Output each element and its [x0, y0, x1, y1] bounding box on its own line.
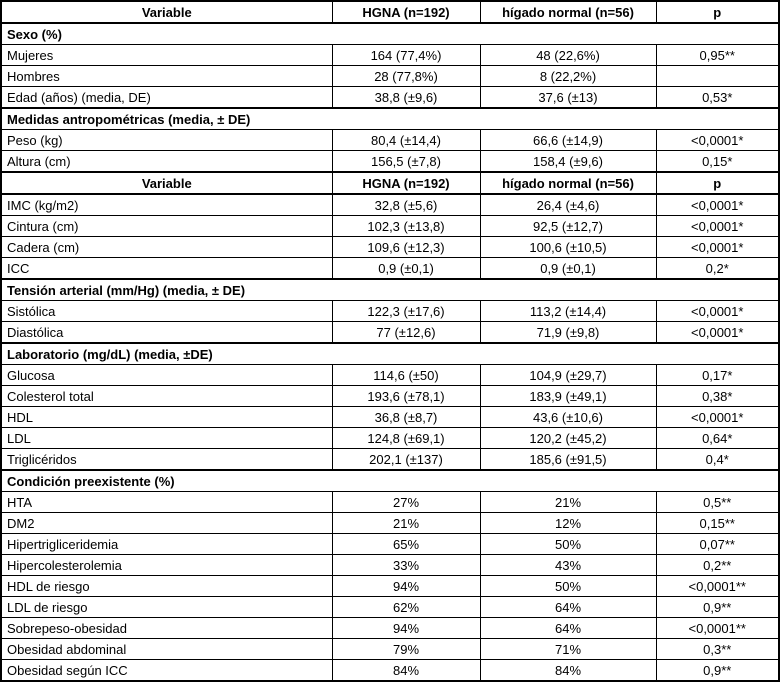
- value-cell: 120,2 (±45,2): [480, 428, 656, 449]
- value-cell: 50%: [480, 534, 656, 555]
- header-row: [1, 1, 779, 23]
- value-cell: 164 (77,4%): [332, 45, 480, 66]
- table-row: [1, 258, 779, 280]
- value-cell: 94%: [332, 576, 480, 597]
- variable-cell: DM2: [1, 513, 332, 534]
- column-header: hígado normal (n=56): [480, 1, 656, 23]
- variable-cell: Altura (cm): [1, 151, 332, 173]
- table-row: [1, 555, 779, 576]
- section-row: [1, 108, 779, 130]
- header-row: [1, 172, 779, 194]
- value-cell: <0,0001*: [656, 194, 779, 216]
- value-cell: 102,3 (±13,8): [332, 216, 480, 237]
- value-cell: 0,38*: [656, 386, 779, 407]
- value-cell: 104,9 (±29,7): [480, 365, 656, 386]
- table-row: [1, 322, 779, 344]
- variable-cell: Diastólica: [1, 322, 332, 344]
- value-cell: 0,9**: [656, 597, 779, 618]
- value-cell: 43%: [480, 555, 656, 576]
- value-cell: 0,15*: [656, 151, 779, 173]
- table-row: [1, 576, 779, 597]
- column-header: p: [656, 172, 779, 194]
- variable-cell: Edad (años) (media, DE): [1, 87, 332, 109]
- value-cell: 33%: [332, 555, 480, 576]
- column-header: hígado normal (n=56): [480, 172, 656, 194]
- value-cell: 43,6 (±10,6): [480, 407, 656, 428]
- value-cell: 66,6 (±14,9): [480, 130, 656, 151]
- variable-cell: Cadera (cm): [1, 237, 332, 258]
- value-cell: 114,6 (±50): [332, 365, 480, 386]
- value-cell: 64%: [480, 597, 656, 618]
- table-row: [1, 45, 779, 66]
- variable-cell: Glucosa: [1, 365, 332, 386]
- column-header: HGNA (n=192): [332, 172, 480, 194]
- value-cell: 92,5 (±12,7): [480, 216, 656, 237]
- variable-cell: Hipercolesterolemia: [1, 555, 332, 576]
- value-cell: 109,6 (±12,3): [332, 237, 480, 258]
- section-label: Condición preexistente (%): [1, 470, 779, 492]
- value-cell: 124,8 (±69,1): [332, 428, 480, 449]
- table-row: [1, 130, 779, 151]
- variable-cell: Cintura (cm): [1, 216, 332, 237]
- value-cell: <0,0001*: [656, 237, 779, 258]
- value-cell: 0,4*: [656, 449, 779, 471]
- value-cell: 21%: [332, 513, 480, 534]
- value-cell: 8 (22,2%): [480, 66, 656, 87]
- section-row: [1, 470, 779, 492]
- value-cell: 38,8 (±9,6): [332, 87, 480, 109]
- section-label: Sexo (%): [1, 23, 779, 45]
- variable-cell: Triglicéridos: [1, 449, 332, 471]
- table-row: [1, 639, 779, 660]
- value-cell: <0,0001*: [656, 322, 779, 344]
- value-cell: 12%: [480, 513, 656, 534]
- column-header: Variable: [1, 1, 332, 23]
- section-label: Laboratorio (mg/dL) (media, ±DE): [1, 343, 779, 365]
- value-cell: 79%: [332, 639, 480, 660]
- variable-cell: LDL: [1, 428, 332, 449]
- table-row: [1, 151, 779, 173]
- value-cell: <0,0001*: [656, 130, 779, 151]
- table-row: [1, 513, 779, 534]
- variable-cell: Obesidad abdominal: [1, 639, 332, 660]
- value-cell: 113,2 (±14,4): [480, 301, 656, 322]
- value-cell: 84%: [332, 660, 480, 682]
- section-row: [1, 343, 779, 365]
- value-cell: 50%: [480, 576, 656, 597]
- table-row: [1, 87, 779, 109]
- value-cell: 202,1 (±137): [332, 449, 480, 471]
- section-row: [1, 279, 779, 301]
- value-cell: 71,9 (±9,8): [480, 322, 656, 344]
- value-cell: <0,0001**: [656, 576, 779, 597]
- variable-cell: Sistólica: [1, 301, 332, 322]
- variable-cell: Hombres: [1, 66, 332, 87]
- value-cell: <0,0001*: [656, 407, 779, 428]
- value-cell: 0,9 (±0,1): [332, 258, 480, 280]
- value-cell: 193,6 (±78,1): [332, 386, 480, 407]
- value-cell: 80,4 (±14,4): [332, 130, 480, 151]
- table-row: [1, 492, 779, 513]
- table-row: [1, 365, 779, 386]
- value-cell: 0,64*: [656, 428, 779, 449]
- value-cell: 0,2**: [656, 555, 779, 576]
- value-cell: 32,8 (±5,6): [332, 194, 480, 216]
- column-header: p: [656, 1, 779, 23]
- value-cell: 0,2*: [656, 258, 779, 280]
- value-cell: 62%: [332, 597, 480, 618]
- variable-cell: HDL: [1, 407, 332, 428]
- value-cell: 27%: [332, 492, 480, 513]
- table-row: [1, 407, 779, 428]
- value-cell: 183,9 (±49,1): [480, 386, 656, 407]
- table-row: [1, 216, 779, 237]
- table-row: [1, 618, 779, 639]
- value-cell: 48 (22,6%): [480, 45, 656, 66]
- value-cell: <0,0001**: [656, 618, 779, 639]
- value-cell: <0,0001*: [656, 301, 779, 322]
- table-row: [1, 449, 779, 471]
- value-cell: 0,9 (±0,1): [480, 258, 656, 280]
- variable-cell: LDL de riesgo: [1, 597, 332, 618]
- table-row: [1, 237, 779, 258]
- variable-cell: Mujeres: [1, 45, 332, 66]
- value-cell: 28 (77,8%): [332, 66, 480, 87]
- table-body: [1, 1, 779, 681]
- variable-cell: ICC: [1, 258, 332, 280]
- value-cell: 0,5**: [656, 492, 779, 513]
- value-cell: 84%: [480, 660, 656, 682]
- value-cell: 21%: [480, 492, 656, 513]
- table-row: [1, 597, 779, 618]
- value-cell: 156,5 (±7,8): [332, 151, 480, 173]
- value-cell: 0,07**: [656, 534, 779, 555]
- value-cell: 0,17*: [656, 365, 779, 386]
- variable-cell: Hipertrigliceridemia: [1, 534, 332, 555]
- value-cell: 26,4 (±4,6): [480, 194, 656, 216]
- variable-cell: Sobrepeso-obesidad: [1, 618, 332, 639]
- column-header: HGNA (n=192): [332, 1, 480, 23]
- table-row: [1, 428, 779, 449]
- value-cell: 122,3 (±17,6): [332, 301, 480, 322]
- variable-cell: Colesterol total: [1, 386, 332, 407]
- value-cell: 158,4 (±9,6): [480, 151, 656, 173]
- value-cell: 65%: [332, 534, 480, 555]
- value-cell: 0,9**: [656, 660, 779, 682]
- section-row: [1, 23, 779, 45]
- variable-cell: HDL de riesgo: [1, 576, 332, 597]
- table-row: [1, 66, 779, 87]
- value-cell: [656, 66, 779, 87]
- table-row: [1, 386, 779, 407]
- value-cell: 100,6 (±10,5): [480, 237, 656, 258]
- section-label: Tensión arterial (mm/Hg) (media, ± DE): [1, 279, 779, 301]
- value-cell: 94%: [332, 618, 480, 639]
- value-cell: <0,0001*: [656, 216, 779, 237]
- value-cell: 0,15**: [656, 513, 779, 534]
- table-row: [1, 301, 779, 322]
- section-label: Medidas antropométricas (media, ± DE): [1, 108, 779, 130]
- variable-cell: IMC (kg/m2): [1, 194, 332, 216]
- variable-cell: Peso (kg): [1, 130, 332, 151]
- table-row: [1, 534, 779, 555]
- value-cell: 37,6 (±13): [480, 87, 656, 109]
- value-cell: 0,3**: [656, 639, 779, 660]
- table-row: [1, 194, 779, 216]
- value-cell: 64%: [480, 618, 656, 639]
- value-cell: 71%: [480, 639, 656, 660]
- column-header: Variable: [1, 172, 332, 194]
- variable-cell: Obesidad según ICC: [1, 660, 332, 682]
- table-row: [1, 660, 779, 682]
- value-cell: 77 (±12,6): [332, 322, 480, 344]
- variable-cell: HTA: [1, 492, 332, 513]
- value-cell: 0,53*: [656, 87, 779, 109]
- value-cell: 185,6 (±91,5): [480, 449, 656, 471]
- value-cell: 36,8 (±8,7): [332, 407, 480, 428]
- value-cell: 0,95**: [656, 45, 779, 66]
